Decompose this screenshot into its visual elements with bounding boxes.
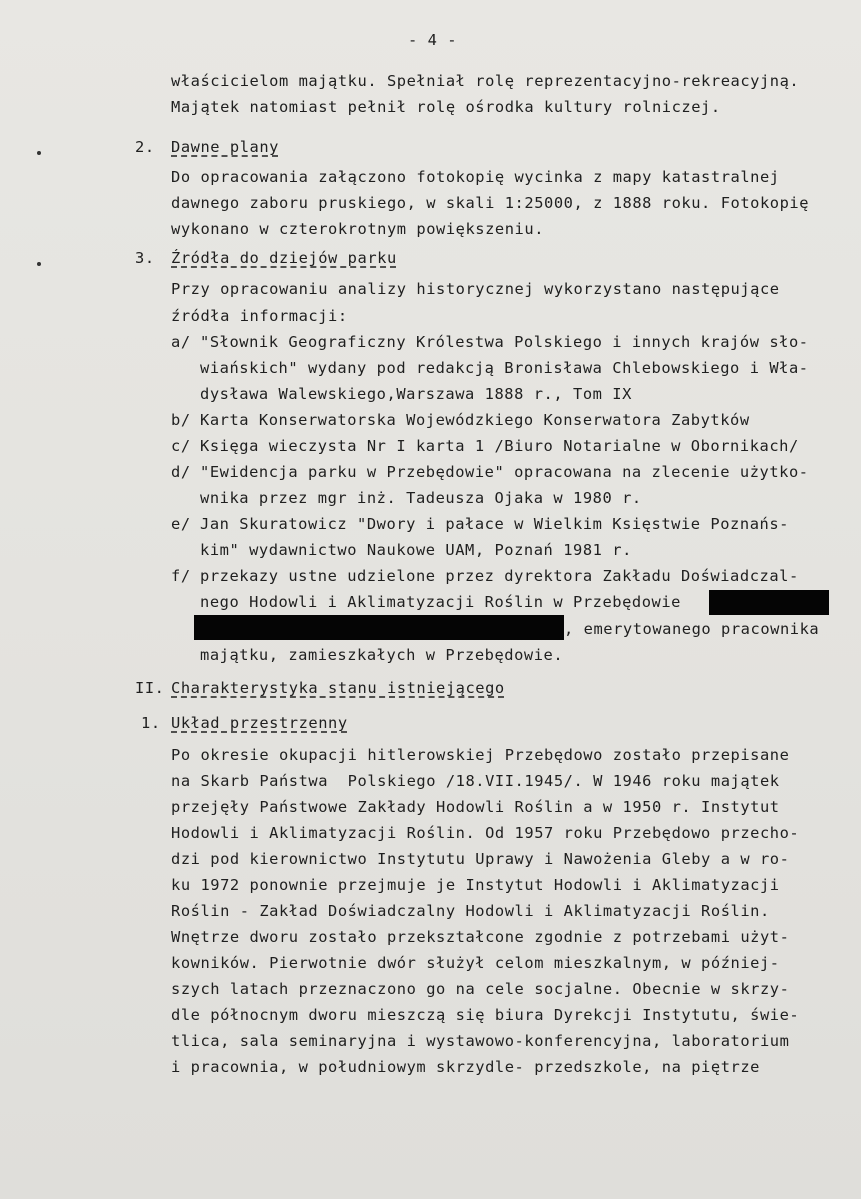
redaction-bar (709, 590, 829, 615)
body-line: dawnego zaboru pruskiego, w skali 1:25000, z 1888 roku. Fotokopię (171, 194, 810, 212)
section-heading: Źródła do dziejów parku (171, 249, 397, 267)
body-line: przekazy ustne udzielone przez dyrektora Zakładu Doświadczal- (200, 567, 799, 585)
body-line: dzi pod kierownictwo Instytutu Uprawy i Nawożenia Gleby a w ro- (171, 850, 790, 868)
section-number: 2. (135, 138, 155, 156)
body-line: Jan Skuratowicz "Dwory i pałace w Wielkim Księstwie Poznańs- (200, 515, 789, 533)
section-number: 1. (141, 714, 161, 732)
body-line: Do opracowania załączono fotokopię wycinka z mapy katastralnej (171, 168, 780, 186)
list-marker: c/ (171, 437, 191, 455)
section-heading: Dawne plany (171, 138, 279, 156)
margin-mark (37, 262, 41, 266)
section-number: II. (135, 679, 165, 697)
body-line: wiańskich" wydany pod redakcją Bronisława Chlebowskiego i Wła- (200, 359, 809, 377)
section-heading: Charakterystyka stanu istniejącego (171, 679, 505, 697)
body-line: dle północnym dworu mieszczą się biura Dyrekcji Instytutu, świe- (171, 1006, 800, 1024)
list-marker: e/ (171, 515, 191, 533)
section-number: 3. (135, 249, 155, 267)
redaction-bar (194, 615, 564, 640)
body-line: , emerytowanego pracownika (564, 620, 820, 638)
list-marker: b/ (171, 411, 191, 429)
list-marker: f/ (171, 567, 191, 585)
body-line: na Skarb Państwa Polskiego /18.VII.1945/. W 1946 roku majątek (171, 772, 780, 790)
body-line: Karta Konserwatorska Wojewódzkiego Konserwatora Zabytków (200, 411, 750, 429)
page-number: - 4 - (408, 31, 458, 49)
body-line: "Ewidencja parku w Przebędowie" opracowana na zlecenie użytko- (200, 463, 809, 481)
body-line: dysława Walewskiego,Warszawa 1888 r., Tom IX (200, 385, 632, 403)
body-line: wykonano w czterokrotnym powiększeniu. (171, 220, 545, 238)
body-line: ku 1972 ponownie przejmuje je Instytut Hodowli i Aklimatyzacji (171, 876, 780, 894)
list-marker: d/ (171, 463, 191, 481)
body-line: źródła informacji: (171, 307, 348, 325)
body-line: kim" wydawnictwo Naukowe UAM, Poznań 1981 r. (200, 541, 632, 559)
list-marker: a/ (171, 333, 191, 351)
body-line: Hodowli i Aklimatyzacji Roślin. Od 1957 roku Przebędowo przecho- (171, 824, 800, 842)
body-line: Przy opracowaniu analizy historycznej wykorzystano następujące (171, 280, 780, 298)
margin-mark (37, 151, 41, 155)
body-line: nego Hodowli i Aklimatyzacji Roślin w Przebędowie (200, 593, 681, 611)
body-line: kowników. Pierwotnie dwór służył celom mieszkalnym, w później- (171, 954, 780, 972)
body-line: przejęły Państwowe Zakłady Hodowli Roślin a w 1950 r. Instytut (171, 798, 780, 816)
body-line: majątku, zamieszkałych w Przebędowie. (200, 646, 564, 664)
body-line: Po okresie okupacji hitlerowskiej Przebędowo zostało przepisane (171, 746, 790, 764)
body-line: szych latach przeznaczono go na cele socjalne. Obecnie w skrzy- (171, 980, 790, 998)
body-line: tlica, sala seminaryjna i wystawowo-konferencyjna, laboratorium (171, 1032, 790, 1050)
body-line: Wnętrze dworu zostało przekształcone zgodnie z potrzebami użyt- (171, 928, 790, 946)
section-heading: Układ przestrzenny (171, 714, 348, 732)
body-line: i pracownia, w południowym skrzydle- przedszkole, na piętrze (171, 1058, 760, 1076)
body-line: "Słownik Geograficzny Królestwa Polskiego i innych krajów sło- (200, 333, 809, 351)
body-line: wnika przez mgr inż. Tadeusza Ojaka w 1980 r. (200, 489, 642, 507)
body-line: właścicielom majątku. Spełniał rolę reprezentacyjno-rekreacyjną. (171, 72, 800, 90)
body-line: Księga wieczysta Nr I karta 1 /Biuro Notarialne w Obornikach/ (200, 437, 799, 455)
body-line: Majątek natomiast pełnił rolę ośrodka kultury rolniczej. (171, 98, 721, 116)
body-line: Roślin - Zakład Doświadczalny Hodowli i Aklimatyzacji Roślin. (171, 902, 770, 920)
